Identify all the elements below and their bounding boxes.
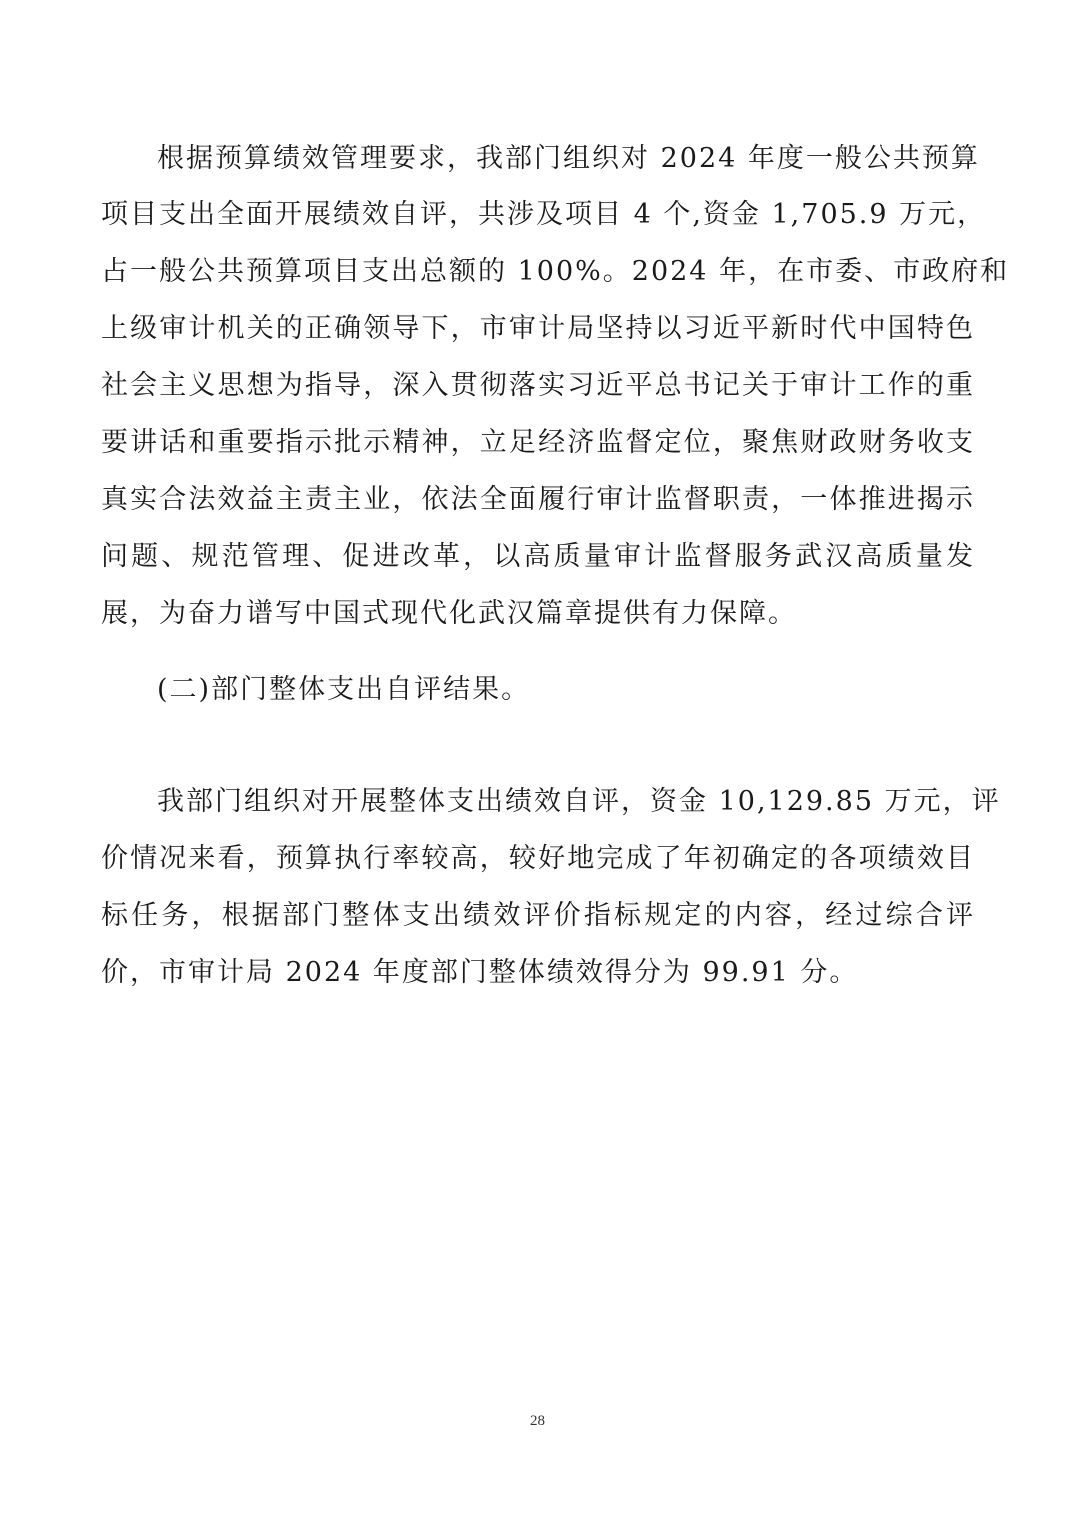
text-line: 展，为奋力谱写中国式现代化武汉篇章提供有力保障。 xyxy=(101,598,797,629)
text-line: 我部门组织对开展整体支出绩效自评，资金 10,129.85 万元，评 xyxy=(157,786,1001,817)
text-line: 占一般公共预算项目支出总额的 100%。2024 年，在市委、市政府和 xyxy=(101,256,1010,287)
text-line: 项目支出全面开展绩效自评，共涉及项目 4 个,资金 1,705.9 万元， xyxy=(101,199,987,230)
text-line: 上级审计机关的正确领导下，市审计局坚持以习近平新时代中国特色 xyxy=(101,313,975,344)
text-line: 要讲话和重要指示批示精神，立足经济监督定位，聚焦财政财务收支 xyxy=(101,427,975,458)
text-line: 根据预算绩效管理要求，我部门组织对 2024 年度一般公共预算 xyxy=(157,143,980,174)
text-line: 真实合法效益主责主业，依法全面履行审计监督职责，一体推进揭示 xyxy=(101,484,975,515)
section-heading-text: (二)部门整体支出自评结果。 xyxy=(157,674,531,705)
page-number: 28 xyxy=(530,1413,545,1429)
text-line: 价情况来看，预算执行率较高，较好地完成了年初确定的各项绩效目 xyxy=(101,843,975,874)
text-line: 标任务，根据部门整体支出绩效评价指标规定的内容，经过综合评 xyxy=(101,900,975,931)
text-line: 问题、规范管理、促进改革，以高质量审计监督服务武汉高质量发 xyxy=(101,541,975,572)
text-line: 社会主义思想为指导，深入贯彻落实习近平总书记关于审计工作的重 xyxy=(101,370,975,401)
text-line: 价，市审计局 2024 年度部门整体绩效得分为 99.91 分。 xyxy=(101,957,859,988)
